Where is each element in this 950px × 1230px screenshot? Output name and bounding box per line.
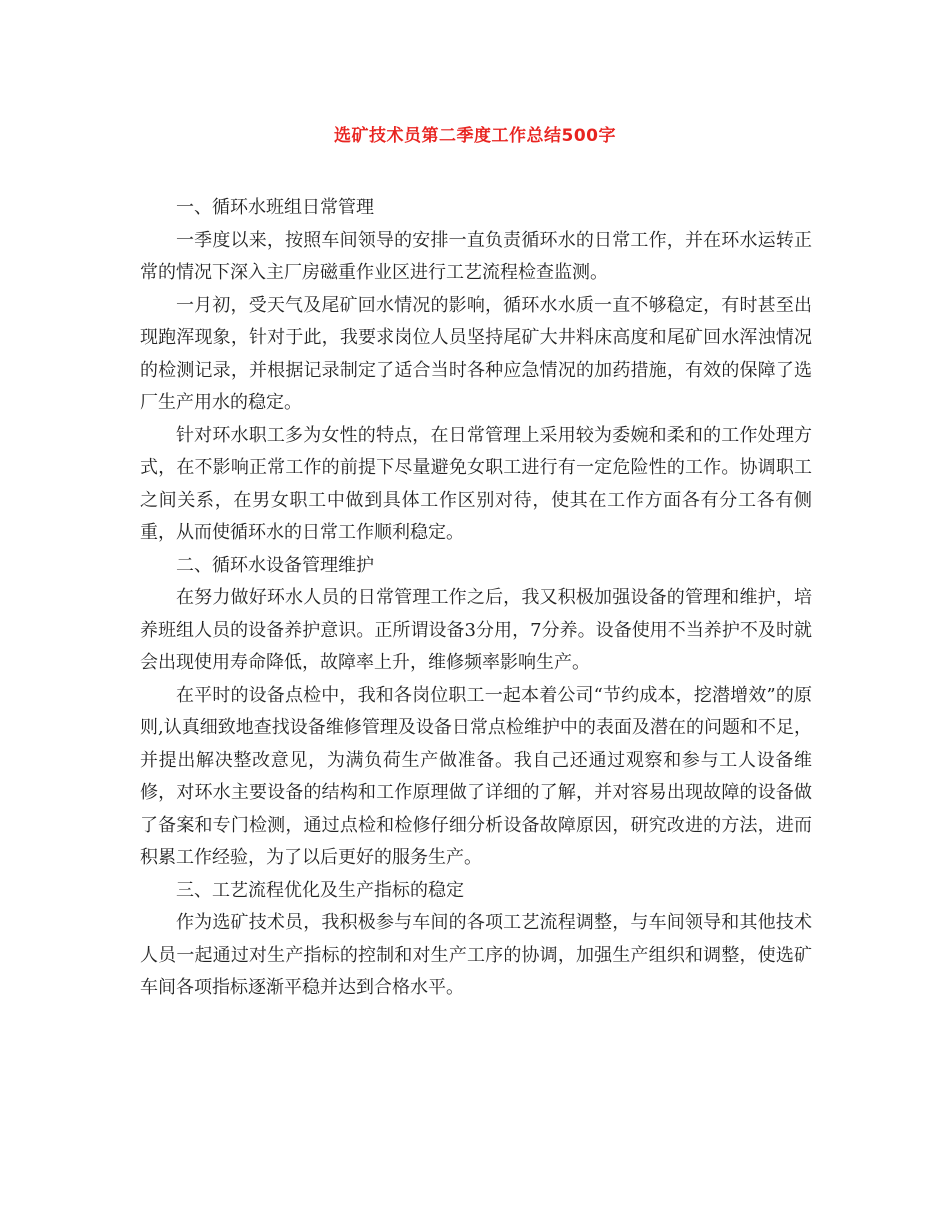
body-paragraph: 一月初，受天气及尾矿回水情况的影响，循环水水质一直不够稳定，有时甚至出现跑浑现象，针对于此，我要求岗位人员坚持尾矿大井料床高度和尾矿回水浑浊情况的检测记录，并根据记录制定了适合当时各种应急情况的加药措施，有效的保障了选厂生产用水的稳定。 (140, 294, 812, 413)
section-heading-1: 一、循环水班组日常管理 (176, 197, 374, 218)
body-paragraph: 针对环水职工多为女性的特点，在日常管理上采用较为委婉和柔和的工作处理方式，在不影响正常工作的前提下尽量避免女职工进行有一定危险性的工作。协调职工之间关系，在男女职工中做到具体工作区别对待，使其在工作方面各有分工各有侧重，从而使循环水的日常工作顺利稳定。 (140, 424, 812, 543)
body-paragraph: 在平时的设备点检中，我和各岗位职工一起本着公司“节约成本，挖潜增效”的原则,认真细致地查找设备维修管理及设备日常点检维护中的表面及潜在的问题和不足，并提出解决整改意见，为满负荷生产做准备。我自己还通过观察和参与工人设备维修，对环水主要设备的结构和工作原理做了详细的了解，并对容易出现故障的设备做了备案和专门检测，通过点检和检修仔细分析设备故障原因，研究改进的方法，进而积累工作经验，为了以后更好的服务生产。 (140, 684, 812, 868)
body-paragraph: 作为选矿技术员，我积极参与车间的各项工艺流程调整，与车间领导和其他技术人员一起通过对生产指标的控制和对生产工序的协调，加强生产组织和调整，使选矿车间各项指标逐渐平稳并达到合格水平。 (140, 912, 812, 998)
document-body (140, 192, 812, 1005)
body-paragraph: 一季度以来，按照车间领导的安排一直负责循环水的日常工作，并在环水运转正常的情况下深入主厂房磁重作业区进行工艺流程检查监测。 (140, 229, 812, 283)
section-heading-2: 二、循环水设备管理维护 (176, 554, 374, 576)
section-heading-3: 三、工艺流程优化及生产指标的稳定 (176, 879, 464, 901)
body-paragraph: 在努力做好环水人员的日常管理工作之后，我又积极加强设备的管理和维护，培养班组人员的设备养护意识。正所谓设备3分用，7分养。设备使用不当养护不及时就会出现使用寿命降低，故障率上升，维修频率影响生产。 (140, 587, 812, 673)
document-title: 选矿技术员第二季度工作总结500字 (334, 126, 616, 146)
